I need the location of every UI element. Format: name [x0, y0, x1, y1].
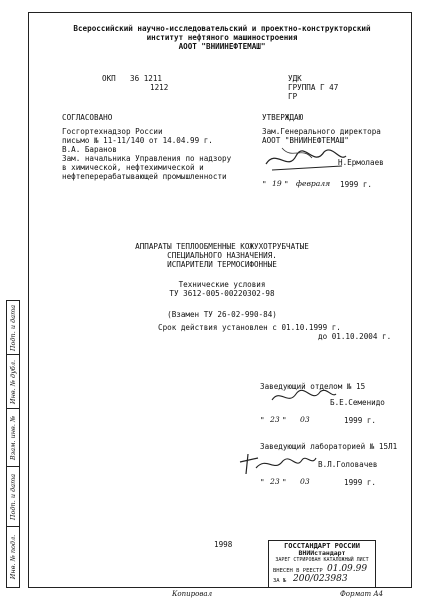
approved-title: УТВЕРЖДАЮ	[262, 113, 304, 122]
lab-head-date-close-quote: "	[282, 478, 287, 487]
stamp-num-label: ЗА №	[273, 578, 287, 584]
group-code: ГРУППА Г 47	[288, 83, 339, 92]
approved-line1: Зам.Генерального директора	[262, 127, 381, 136]
lab-head-date-year: 1999 г.	[344, 478, 377, 487]
document-sheet	[28, 12, 412, 588]
lab-head-date-day: 23	[270, 477, 280, 486]
dept-head-date-month: 03	[300, 415, 310, 424]
dept-head-title: Заведующий отделом № 15	[260, 382, 366, 391]
stamp-reg-label: ВНЕСЕН В РЕЕСТР	[273, 568, 323, 574]
margin-cell	[7, 467, 19, 527]
approved-signature	[262, 142, 350, 180]
doc-replaces: (Взамен ТУ 26-02-990-84)	[167, 310, 277, 319]
approved-date-day: 19	[272, 179, 282, 188]
margin-cell	[7, 527, 19, 587]
lab-head-title: Заведующий лабораторией № 15Л1	[260, 442, 398, 451]
agreed-line: в химической, нефтехимической и	[62, 163, 204, 172]
stamp-line2: ВНИИстандарт	[298, 549, 346, 557]
agreed-line: Зам. начальника Управления по надзору	[62, 154, 232, 163]
dept-head-date-day: 23	[270, 415, 280, 424]
approved-name: Н.Ермолаев	[338, 158, 384, 167]
stamp-reg-date: 01.09.99	[327, 564, 368, 574]
validity-until: до 01.10.2004 г.	[318, 332, 392, 341]
approved-line2: АООТ "ВНИИНЕФТЕМАШ"	[262, 136, 349, 145]
stamp-line3: ЗАРЕГ СТРИРОВАН КАТАЛОЖНЫЙ ЛИСТ	[275, 557, 369, 563]
margin-label: Инв. № подл.	[9, 534, 17, 580]
lab-head-name: В.Л.Головачев	[318, 460, 378, 469]
org-header-line3: АООТ "ВНИИНЕФТЕМАШ"	[178, 42, 266, 51]
agreed-title: СОГЛАСОВАНО	[62, 113, 113, 122]
margin-cell	[7, 409, 19, 467]
approved-date-close-quote: "	[284, 180, 289, 189]
approved-date-month: февраля	[296, 179, 331, 188]
doc-title-line1: АППАРАТЫ ТЕПЛООБМЕННЫЕ КОЖУХОТРУБЧАТЫЕ	[135, 242, 309, 251]
gr-code: ГР	[288, 92, 298, 101]
agreed-line: письмо № 11-11/140 от 14.04.99 г.	[62, 136, 213, 145]
margin-label: Подп. и дата	[9, 473, 17, 520]
margin-cell	[7, 355, 19, 409]
lab-head-date-open-quote: "	[260, 478, 265, 487]
dept-head-date-open-quote: "	[260, 416, 265, 425]
footer-format: Формат А4	[340, 590, 384, 598]
margin-label: Подп. и дата	[9, 304, 17, 351]
footer-copied: Копировал	[172, 590, 213, 598]
approved-date-year: 1999 г.	[340, 180, 373, 189]
dept-head-name: Б.Е.Семенидо	[330, 398, 385, 407]
okp-label: ОКП	[102, 74, 116, 83]
approved-date-open-quote: "	[262, 180, 267, 189]
margin-strip	[6, 300, 20, 588]
okp-code-2: 1212	[150, 83, 169, 92]
registration-stamp	[268, 540, 376, 588]
margin-label: Взам. инв. №	[9, 415, 17, 460]
doc-tu-number: ТУ 3612-005-00220302-98	[169, 289, 275, 298]
org-header-line2: институт нефтяного машиностроения	[146, 33, 298, 42]
doc-title-line3: ИСПАРИТЕЛИ ТЕРМОСИФОННЫЕ	[167, 260, 277, 269]
document-year: 1998	[214, 540, 233, 549]
org-header-line1: Всероссийский научно-исследовательский и проектно-конструкторский	[73, 24, 371, 33]
stamp-num-value: 200/023983	[293, 574, 348, 584]
okp-code-1: 36 1211	[130, 74, 163, 83]
dept-head-date-close-quote: "	[282, 416, 287, 425]
validity-from: Срок действия установлен с 01.10.1999 г.	[158, 323, 341, 332]
dept-head-date-year: 1999 г.	[344, 416, 377, 425]
agreed-line: В.А. Баранов	[62, 145, 117, 154]
dept-head-signature	[268, 384, 338, 410]
lab-head-signature	[236, 448, 318, 478]
stamp-line1: ГОССТАНДАРТ РОССИИ	[284, 542, 360, 550]
lab-head-date-month: 03	[300, 477, 310, 486]
udk-label: УДК	[288, 74, 302, 83]
margin-cell	[7, 301, 19, 355]
margin-label: Инв. № дубл.	[9, 359, 17, 404]
doc-title-line2: СПЕЦИАЛЬНОГО НАЗНАЧЕНИЯ.	[167, 251, 277, 260]
agreed-line: нефтеперерабатывающей промышленности	[62, 172, 227, 181]
doc-spec: Технические условия	[178, 280, 266, 289]
agreed-line: Госгортехнадзор России	[62, 127, 163, 136]
